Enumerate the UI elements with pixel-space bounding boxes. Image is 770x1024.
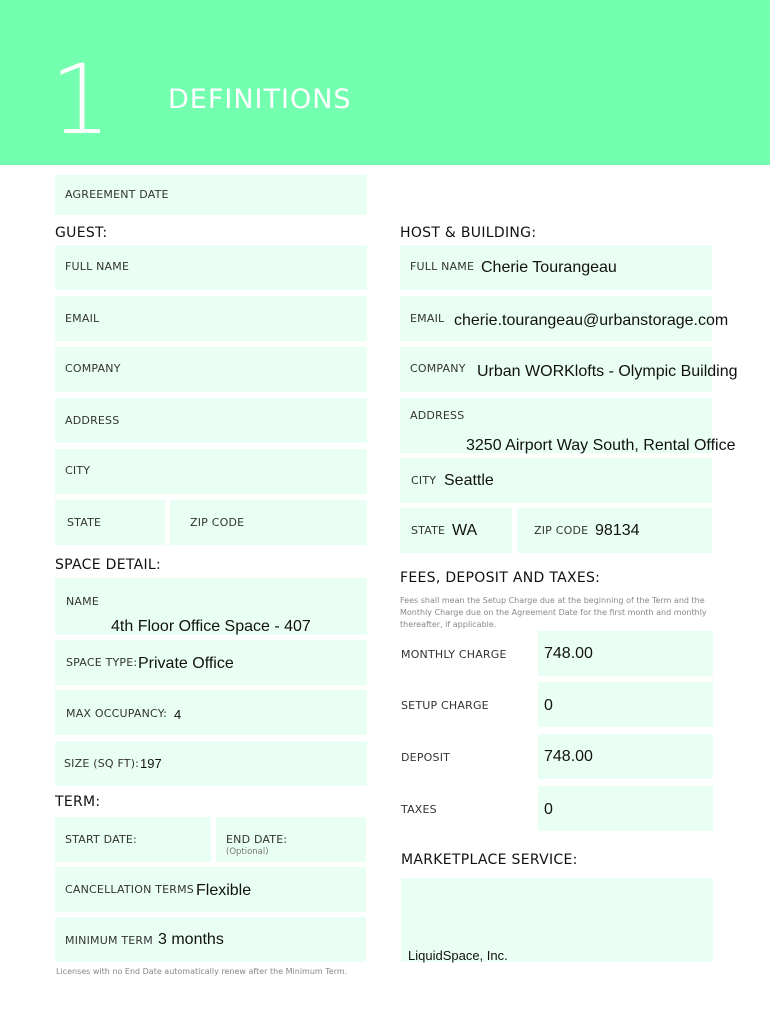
fees-description: Fees shall mean the Setup Charge due at the beginning of the Term and the Monthly Charge due on the Agreement Date for the first month and monthly thereafter, if applicable. [400,596,707,629]
agreement-date-label: AGREEMENT DATE [65,188,169,201]
section-header [0,0,770,165]
host-city-label: CITY [411,474,437,487]
host-city-value: Seattle [444,472,494,489]
space-name-value: 4th Floor Office Space - 407 [111,618,311,635]
max-occupancy-value: 4 [174,707,182,722]
guest-zip-field[interactable] [170,500,367,545]
space-type-label: SPACE TYPE: [66,656,138,669]
host-zip-field[interactable] [517,508,712,553]
agreement-date-field[interactable] [55,175,367,215]
guest-state-field[interactable] [55,500,165,545]
space-heading: SPACE DETAIL: [55,557,162,573]
host-state-field[interactable] [400,508,512,553]
max-occupancy-label: MAX OCCUPANCY: [66,707,168,720]
marketplace-service-value: LiquidSpace, Inc. [408,948,508,963]
host-company-label: COMPANY [410,362,466,375]
host-state-label: STATE [411,524,446,537]
monthly-charge-label: MONTHLY CHARGE [401,648,507,661]
size-sqft-value: 197 [140,756,162,771]
taxes-value: 0 [544,801,553,818]
host-email-label: EMAIL [410,312,445,325]
space-type-field[interactable] [55,640,367,685]
host-email-field[interactable] [400,296,729,341]
setup-charge-label: SETUP CHARGE [401,699,489,712]
space-name-label: NAME [66,595,99,608]
section-title: DEFINITIONS [168,84,352,115]
guest-full-name-field[interactable] [55,245,367,290]
space-name-field[interactable] [55,578,367,635]
host-address-field[interactable] [400,398,736,454]
host-state-value: WA [452,522,478,539]
taxes-label: TAXES [401,803,437,816]
guest-company-label: COMPANY [65,362,121,375]
cancellation-terms-field[interactable] [55,867,366,912]
term-heading: TERM: [55,794,101,810]
space-type-value: Private Office [138,655,234,672]
max-occupancy-field[interactable] [55,690,367,735]
deposit-value: 748.00 [544,748,593,765]
host-email-value: cherie.tourangeau@urbanstorage.com [454,312,729,329]
taxes-field[interactable] [538,786,713,831]
host-city-field[interactable] [400,458,712,503]
guest-city-label: CITY [65,464,91,477]
cancellation-terms-value: Flexible [196,882,252,899]
host-zip-label: ZIP CODE [534,524,589,537]
term-renewal-note: Licenses with no End Date automatically renew after the Minimum Term. [56,967,348,976]
host-full-name-label: FULL NAME [410,260,475,273]
guest-address-label: ADDRESS [65,414,120,427]
guest-state-label: STATE [67,516,102,529]
start-date-label: START DATE: [65,833,137,846]
end-date-label: END DATE: [226,833,288,846]
host-zip-value: 98134 [595,522,640,539]
minimum-term-value: 3 months [158,931,224,948]
guest-city-field[interactable] [55,449,367,494]
marketplace-service-field[interactable] [401,878,713,962]
host-address-value: 3250 Airport Way South, Rental Office [466,437,736,454]
end-date-optional-note: (Optional) [226,847,269,857]
host-heading: HOST & BUILDING: [400,225,537,241]
guest-email-field[interactable] [55,296,367,341]
guest-zip-label: ZIP CODE [190,516,245,529]
section-number: 1 [50,44,112,156]
deposit-field[interactable] [538,734,713,779]
start-date-field[interactable] [55,817,211,862]
monthly-charge-field[interactable] [538,631,713,676]
deposit-label: DEPOSIT [401,751,451,764]
host-company-value: Urban WORKlofts - Olympic Building [477,363,738,380]
cancellation-terms-label: CANCELLATION TERMS [65,883,194,896]
setup-charge-field[interactable] [538,682,713,727]
minimum-term-field[interactable] [55,917,366,962]
guest-email-label: EMAIL [65,312,100,325]
end-date-field[interactable] [216,817,366,862]
guest-company-field[interactable] [55,347,367,392]
marketplace-heading: MARKETPLACE SERVICE: [401,852,578,868]
size-sqft-field[interactable] [55,741,367,786]
minimum-term-label: MINIMUM TERM [65,934,153,947]
setup-charge-value: 0 [544,697,553,714]
host-full-name-field[interactable] [400,245,712,290]
monthly-charge-value: 748.00 [544,645,593,662]
guest-address-field[interactable] [55,398,367,443]
guest-heading: GUEST: [55,225,108,241]
host-company-field[interactable] [400,347,738,392]
fees-heading: FEES, DEPOSIT AND TAXES: [400,570,601,586]
size-sqft-label: SIZE (SQ FT): [64,757,140,770]
host-full-name-value: Cherie Tourangeau [481,259,617,276]
host-address-label: ADDRESS [410,409,465,422]
guest-full-name-label: FULL NAME [65,260,130,273]
